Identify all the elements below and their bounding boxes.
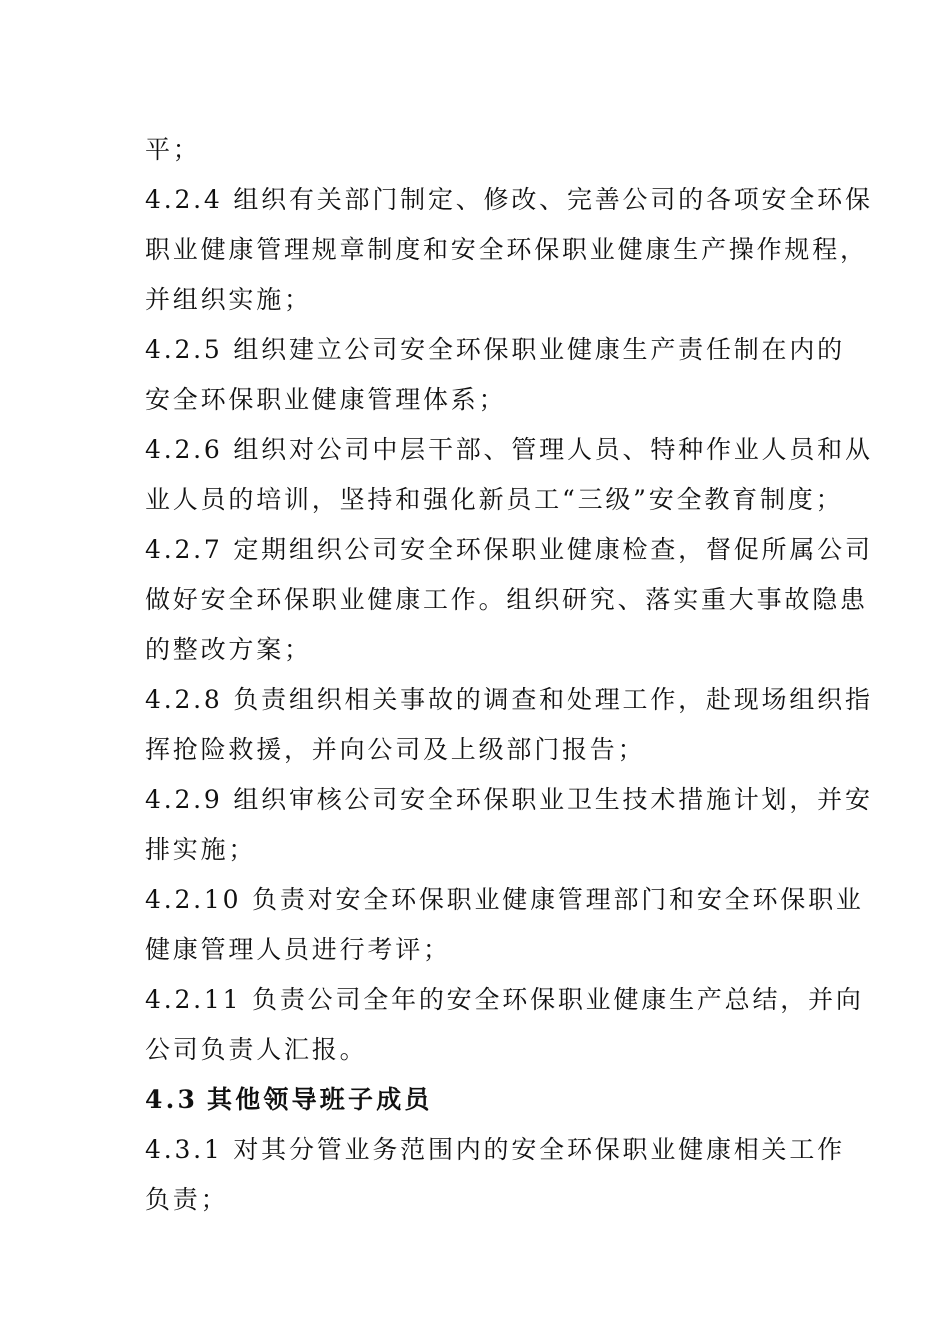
paragraph-line: 挥抢险救援，并向公司及上级部门报告； [145,735,646,764]
paragraph-line: 4.2.9 组织审核公司安全环保职业卫生技术措施计划，并安 [145,785,873,814]
paragraph-line: 4.2.8 负责组织相关事故的调查和处理工作，赴现场组织指 [145,685,873,714]
paragraph-line: 做好安全环保职业健康工作。组织研究、落实重大事故隐患 [145,585,868,614]
paragraph-line: 平； [145,135,201,164]
paragraph-line: 公司负责人汇报。 [145,1035,368,1064]
paragraph-line: 安全环保职业健康管理体系； [145,385,507,414]
paragraph-line: 排实施； [145,835,257,864]
paragraph-line: 健康管理人员进行考评； [145,935,451,964]
paragraph-line: 4.3.1 对其分管业务范围内的安全环保职业健康相关工作 [145,1135,845,1164]
paragraph-line: 4.2.11 负责公司全年的安全环保职业健康生产总结，并向 [145,985,864,1014]
section-title: 其他领导班子成员 [207,1085,433,1114]
paragraph-line: 4.2.7 定期组织公司安全环保职业健康检查，督促所属公司 [145,535,873,564]
paragraph-line: 4.2.10 负责对安全环保职业健康管理部门和安全环保职业 [145,885,864,914]
section-heading [145,1083,815,1117]
paragraph-line: 并组织实施； [145,285,312,314]
paragraph-line: 的整改方案； [145,635,312,664]
paragraph-line: 4.2.4 组织有关部门制定、修改、完善公司的各项安全环保 [145,185,873,214]
paragraph-line: 职业健康管理规章制度和安全环保职业健康生产操作规程， [145,235,868,264]
paragraph-line: 负责； [145,1185,229,1214]
paragraph-line: 业人员的培训，坚持和强化新员工“三级”安全教育制度； [145,485,844,514]
paragraph-line: 4.2.5 组织建立公司安全环保职业健康生产责任制在内的 [145,335,845,364]
paragraph-line: 4.2.6 组织对公司中层干部、管理人员、特种作业人员和从 [145,435,873,464]
section-number: 4.3 [145,1085,199,1114]
